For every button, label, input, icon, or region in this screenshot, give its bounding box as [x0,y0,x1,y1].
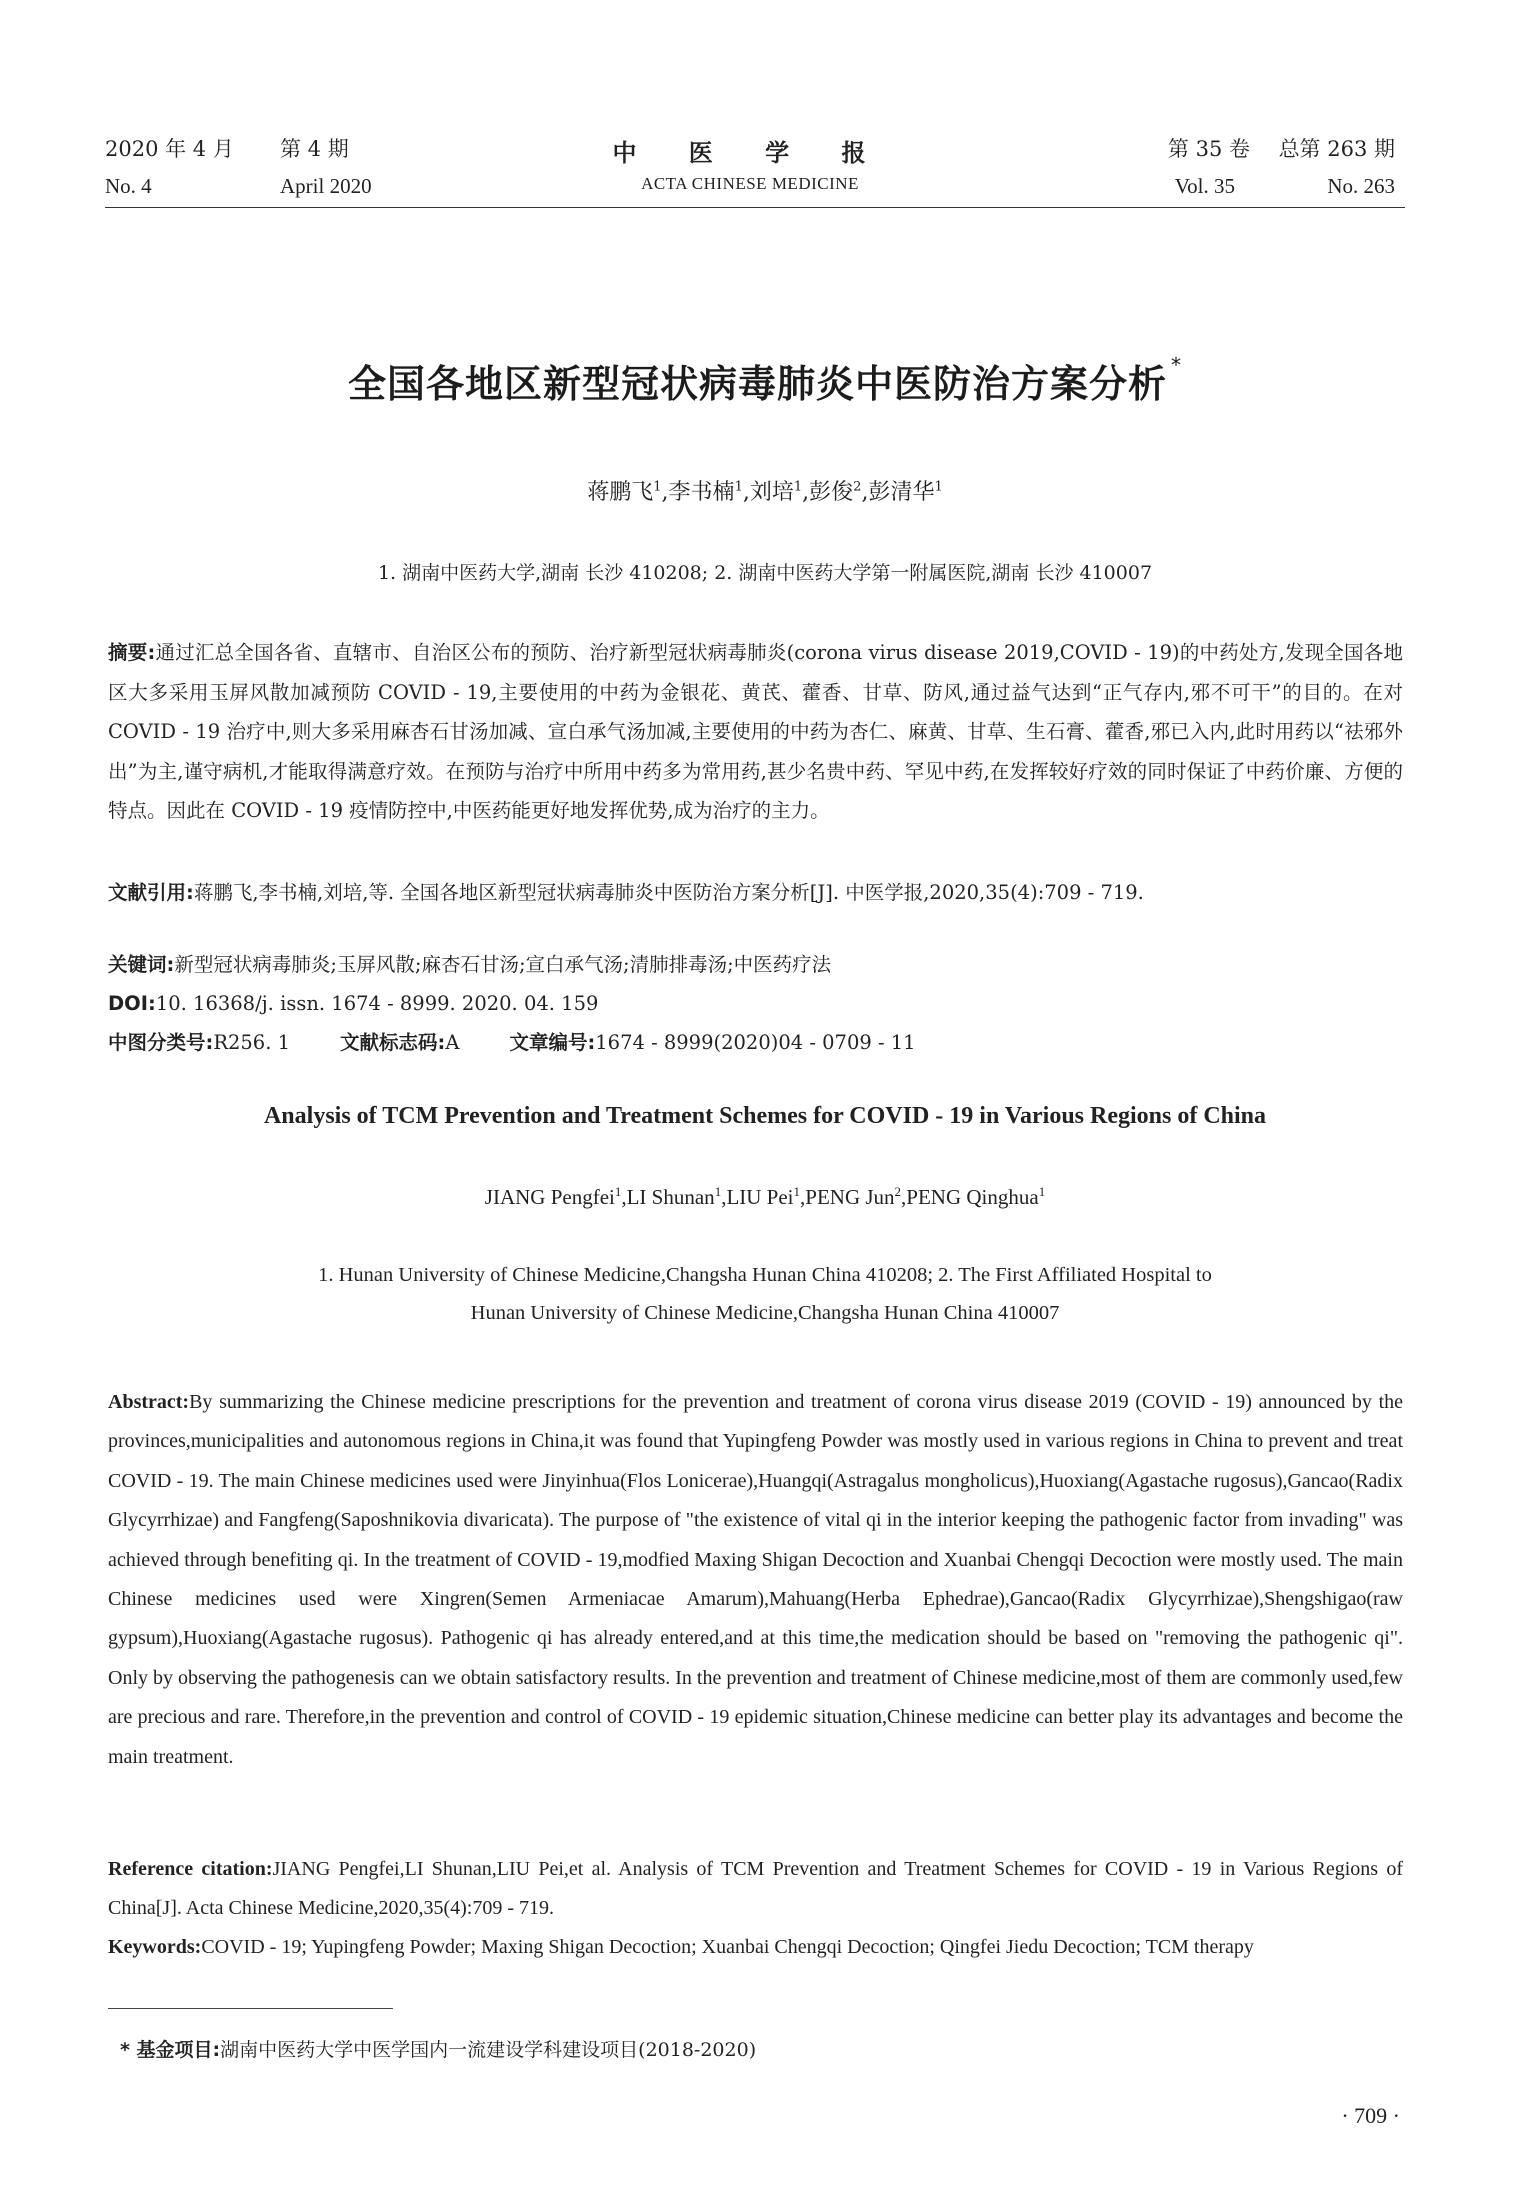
abstract-cn [108,633,1403,831]
affiliation-en-line: Hunan University of Chinese Medicine,Changsha Hunan China 410007 [470,1302,1060,1324]
author-en: JIANG Pengfei [484,1185,615,1209]
keywords-en-text: COVID - 19; Yupingfeng Powder; Maxing Shigan Decoction; Xuanbai Chengqi Decoction; Qingfei Jiedu Decoction; TCM therapy [201,1936,1254,1958]
keywords-en-label: Keywords: [108,1936,202,1958]
abstract-cn-label: 摘要: [108,641,156,664]
author-sup: 1 [934,479,943,495]
keywords-cn-label: 关键词: [108,953,175,976]
doi-label: DOI: [108,992,156,1015]
running-header-en [105,174,1395,202]
abstract-en-text: By summarizing the Chinese medicine prescriptions for the prevention and treatment of corona virus disease 2019 (COVID - 19) announced by the provinces,municipalities and autonomous regions in China,it was found that Yupingfeng Powder was mostly used in various regions in China to prevent and treat COVID - 19. The main Chinese medicines used were Jinyinhua(Flos Lonicerae),Huangqi(Astragalus mongholicus),Huoxiang(Agastache rugosus),Gancao(Radix Glycyrrhizae) and Fangfeng(Saposhnikovia divaricata). The purpose of "the existence of vital qi in the interior keeping the pathogenic factor from invading" was achieved through benefiting qi. In the treatment of COVID - 19,modfied Maxing Shigan Decoction and Xuanbai Chengqi Decoction were mostly used. The main Chinese medicines used were Xingren(Semen Armeniacae Amarum),Mahuang(Herba Ephedrae),Gancao(Radix Glycyrrhizae),Shengshigao(raw gypsum),Huoxiang(Agastache rugosus). Pathogenic qi has already entered,and at this time,the medication should be based on "removing the pathogenic qi". Only by observing the pathogenesis can we obtain satisfactory results. In the prevention and treatment of Chinese medicine,most of them are commonly used,few are precious and rare. Therefore,in the prevention and control of COVID - 19 epidemic situation,Chinese medicine can better play its advantages and become the main treatment. [108,1391,1403,1768]
article-no-value: 1674 - 8999(2020)04 - 0709 - 11 [595,1031,916,1054]
author-sup: 1 [653,479,662,495]
fund-label: * 基金项目: [120,2039,221,2061]
affiliations-en [0,1256,1530,1332]
author-sup: 2 [853,479,862,495]
header-divider [105,207,1405,208]
fund-text: 湖南中医药大学中医学国内一流建设学科建设项目(2018-2020) [220,2039,757,2061]
header-total-cn: 总第 263 期 [1278,137,1395,161]
author-en: LI Shunan [626,1185,715,1209]
affiliations-cn: 1. 湖南中医药大学,湖南 长沙 410208; 2. 湖南中医药大学第一附属医院,湖南 长沙 410007 [377,562,1153,584]
header-volume-cn: 第 35 卷 [1167,137,1250,161]
header-total-en: No. 263 [1327,174,1395,198]
funding-footnote [120,2035,756,2062]
doi-line [108,984,1408,1024]
author-sup: 1 [793,479,803,495]
clc-label: 中图分类号: [108,1031,214,1054]
header-date-en: April 2020 [280,174,372,198]
classification-line [108,1023,1408,1063]
citation-cn [108,873,1408,913]
header-issue-cn: 第 4 期 [280,137,349,161]
header-volume-en: Vol. 35 [1174,174,1235,198]
running-header-cn [105,133,1395,167]
keywords-en [108,1928,1403,1967]
affiliation-en-line: 1. Hunan University of Chinese Medicine,Changsha Hunan China 410208; 2. The First Affiliated Hospital to [318,1264,1212,1286]
author-en: LIU Pei [726,1185,794,1209]
clc-value: R256. 1 [213,1031,291,1054]
doc-code-label: 文献标志码: [340,1031,446,1054]
citation-en [108,1850,1403,1929]
authors-en: JIANG Pengfei$^1$,LI Shunan$^1$,LIU Pei$^1$,PENG Jun$^2$,PENG Qinghua$^1$ [484,1184,1046,1209]
article-title-cn [0,353,1530,408]
title-footnote-mark: * [1171,353,1182,377]
article-title-en: Analysis of TCM Prevention and Treatment Schemes for COVID - 19 in Various Regions of China [263,1103,1267,1129]
author-sup: 1 [734,479,743,495]
citation-en-label: Reference citation: [108,1858,273,1880]
title-text-cn: 全国各地区新型冠状病毒肺炎中医防治方案分析 [347,362,1167,406]
author-sup: 1 [714,1184,722,1199]
author-cn: 刘培 [749,480,794,505]
header-journal-en: ACTA CHINESE MEDICINE [641,174,859,193]
doi-link[interactable]: 10. 16368/j. issn. 1674 - 8999. 2020. 04. 159 [155,992,599,1015]
author-sup: 2 [894,1184,902,1199]
header-journal-cn: 中 医 学 报 [612,138,888,167]
author-cn: 彭清华 [868,480,935,505]
authors-cn: 蒋鹏飞$^1$,李书楠$^1$,刘培$^1$,彭俊$^2$,彭清华$^1$ [587,479,943,505]
citation-cn-text: 蒋鹏飞,李书楠,刘培,等. 全国各地区新型冠状病毒肺炎中医防治方案分析[J]. 中医学报,2020,35(4):709 - 719. [193,881,1144,904]
citation-en-text: JIANG Pengfei,LI Shunan,LIU Pei,et al. Analysis of TCM Prevention and Treatment Schemes for COVID - 19 in Various Regions of China[J]. Acta Chinese Medicine,2020,35(4):709 - 719. [108,1858,1403,1920]
author-cn: 彭俊 [809,480,854,505]
page-number: · 709 · [1341,2103,1400,2128]
author-en: PENG Jun [805,1185,895,1209]
header-date-cn: 2020 年 4 月 [105,137,234,161]
doc-code-value: A [445,1031,460,1054]
author-sup: 1 [793,1184,801,1199]
keywords-cn-text: 新型冠状病毒肺炎;玉屏风散;麻杏石甘汤;宣白承气汤;清肺排毒汤;中医药疗法 [174,953,832,976]
abstract-en [108,1383,1403,1777]
author-en: PENG Qinghua [906,1185,1039,1209]
keywords-cn [108,945,1408,985]
author-cn: 李书楠 [668,480,735,505]
abstract-cn-text: 通过汇总全国各省、直辖市、自治区公布的预防、治疗新型冠状病毒肺炎(corona virus disease 2019,COVID - 19)的中药处方,发现全国各地区大多采用玉屏风散加减预防 COVID - 19,主要使用的中药为金银花、黄芪、藿香、甘草、防风,通过益气达到“正气存内,邪不可干”的目的。在对 COVID - 19 治疗中,则大多采用麻杏石甘汤加减、宣白承气汤加减,主要使用的中药为杏仁、麻黄、甘草、生石膏、藿香,邪已入内,此时用药以“祛邪外出”为主,谨守病机,才能取得满意疗效。在预防与治疗中所用中药多为常用药,甚少名贵中药、罕见中药,在发挥较好疗效的同时保证了中药价廉、方便的特点。因此在 COVID - 19 疫情防控中,中医药能更好地发挥优势,成为治疗的主力。 [108,641,1403,822]
author-cn: 蒋鹏飞 [587,480,654,505]
header-no-en: No. 4 [105,174,152,198]
author-sup: 1 [614,1184,622,1199]
author-sup: 1 [1038,1184,1046,1199]
abstract-en-label: Abstract: [108,1391,190,1413]
citation-cn-label: 文献引用: [108,881,194,904]
article-no-label: 文章编号: [509,1031,596,1054]
footnote-divider [108,2008,393,2009]
